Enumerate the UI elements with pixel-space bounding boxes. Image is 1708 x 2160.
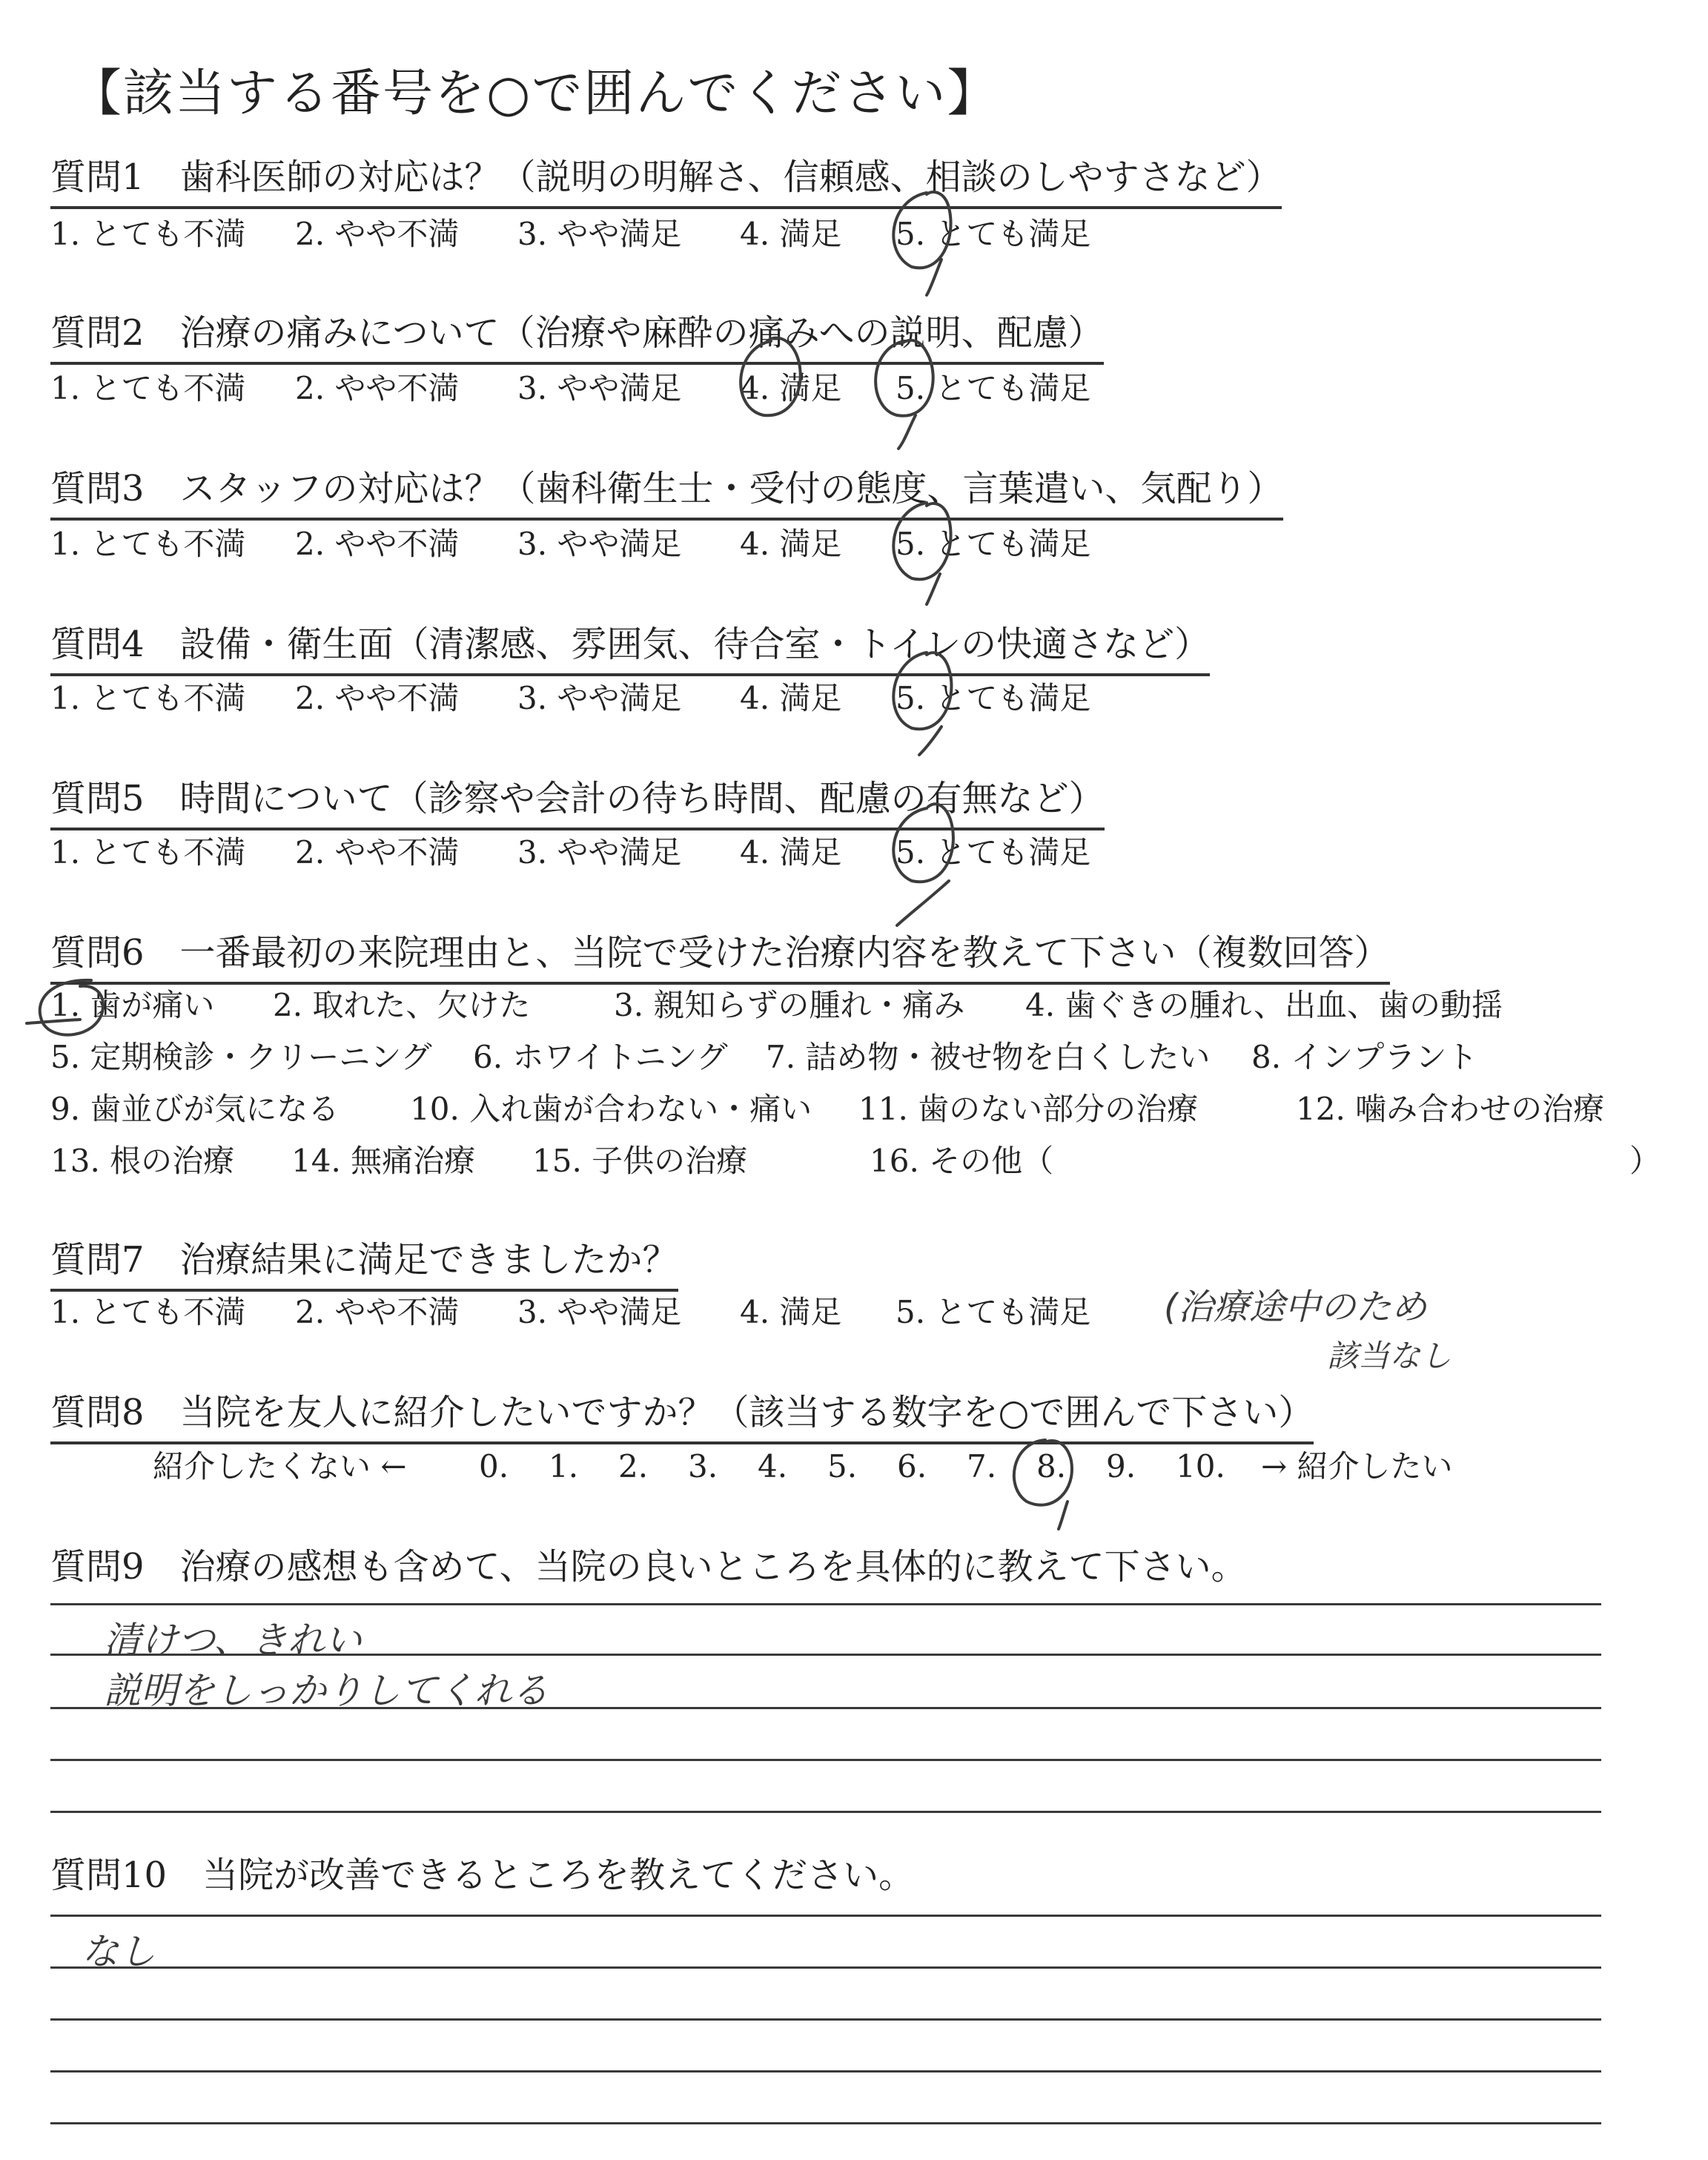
q8-num-7[interactable]: 7. [967, 1448, 997, 1484]
q9-answer-line-4 [50, 1759, 1601, 1761]
q1-handwritten-circle [875, 185, 979, 297]
question-8-heading: 質問8 当院を友人に紹介したいですか？（該当する数字を○で囲んで下さい） [50, 1388, 1314, 1444]
q3-option-1[interactable]: 1. とても不満 [50, 526, 246, 562]
q6-option-14[interactable]: 14. 無痛治療 [291, 1143, 476, 1179]
q4-option-2[interactable]: 2. やや不満 [295, 680, 460, 716]
q6-option-16[interactable]: 16. その他（ [870, 1143, 1054, 1179]
q2-option-4[interactable]: 4. 満足 [740, 370, 842, 406]
q10-answer-line-5 [50, 2122, 1601, 2124]
q8-num-4[interactable]: 4. [758, 1448, 788, 1484]
q6-option-15[interactable]: 15. 子供の治療 [532, 1143, 748, 1179]
q6-option-1[interactable]: 1. 歯が痛い [50, 987, 215, 1023]
q2-option-5[interactable]: 5. とても満足 [896, 370, 1091, 406]
q4-option-3[interactable]: 3. やや満足 [517, 680, 682, 716]
q8-num-1[interactable]: 1. [549, 1448, 579, 1484]
question-7-heading: 質問7 治療結果に満足できましたか？ [50, 1235, 678, 1292]
q6-option-4[interactable]: 4. 歯ぐきの腫れ、出血、歯の動揺 [1025, 987, 1503, 1023]
q6-option-5[interactable]: 5. 定期検診・クリーニング [50, 1039, 432, 1075]
page-title: 【該当する番号を○で囲んでください】 [71, 65, 999, 123]
q7-option-5[interactable]: 5. とても満足 [896, 1294, 1091, 1330]
q5-option-2[interactable]: 2. やや不満 [295, 834, 460, 871]
q5-option-4[interactable]: 4. 満足 [740, 834, 842, 871]
q9-answer-line-5 [50, 1811, 1601, 1813]
q8-num-2[interactable]: 2. [618, 1448, 649, 1484]
question-1-heading: 質問1 歯科医師の対応は？（説明の明解さ、信頼感、相談のしやすさなど） [50, 153, 1282, 209]
question-6-row-3 [50, 1087, 1604, 1132]
q5-option-3[interactable]: 3. やや満足 [517, 834, 682, 871]
q6-option-3[interactable]: 3. 親知らずの腫れ・痛み [614, 987, 965, 1023]
q4-handwritten-circle [875, 645, 979, 756]
question-6-heading: 質問6 一番最初の来院理由と、当院で受けた治療内容を教えて下さい（複数回答） [50, 928, 1390, 985]
q10-handwritten-answer-1: なし [82, 1930, 156, 1973]
question-5-heading: 質問5 時間について（診察や会計の待ち時間、配慮の有無など） [50, 774, 1105, 830]
question-6-row-2 [50, 1035, 1477, 1080]
q8-left-label: 紹介したくない ← [153, 1448, 407, 1484]
q6-option-13[interactable]: 13. 根の治療 [50, 1143, 235, 1179]
q2-option-2[interactable]: 2. やや不満 [295, 370, 460, 406]
q8-num-8[interactable]: 8. [1036, 1448, 1067, 1484]
q6-option-12[interactable]: 12. 噛み合わせの治療 [1296, 1091, 1605, 1127]
q5-option-1[interactable]: 1. とても不満 [50, 834, 246, 871]
q7-option-3[interactable]: 3. やや満足 [517, 1294, 682, 1330]
q8-num-3[interactable]: 3. [688, 1448, 718, 1484]
q3-option-3[interactable]: 3. やや満足 [517, 526, 682, 562]
q4-option-5[interactable]: 5. とても満足 [896, 680, 1091, 716]
q6-option-7[interactable]: 7. 詰め物・被せ物を白くしたい [766, 1039, 1211, 1075]
q1-option-3[interactable]: 3. やや満足 [517, 216, 682, 252]
question-9-heading: 質問9 治療の感想も含めて、当院の良いところを具体的に教えて下さい。 [50, 1546, 1247, 1588]
q10-answer-line-2 [50, 1966, 1601, 1969]
question-2-heading: 質問2 治療の痛みについて（治療や麻酔の痛みへの説明、配慮） [50, 308, 1104, 365]
q10-answer-line-4 [50, 2070, 1601, 2073]
q7-option-4[interactable]: 4. 満足 [740, 1294, 842, 1330]
q9-handwritten-answer-1: 清けつ、きれい [104, 1619, 362, 1662]
q2-option-3[interactable]: 3. やや満足 [517, 370, 682, 406]
q8-num-9[interactable]: 9. [1106, 1448, 1136, 1484]
question-8-scale [153, 1444, 1453, 1489]
question-6-row-4 [50, 1139, 1661, 1183]
question-4-heading: 質問4 設備・衛生面（清潔感、雰囲気、待合室・トイレの快適さなど） [50, 620, 1210, 676]
q8-num-0[interactable]: 0. [479, 1448, 509, 1484]
q3-option-4[interactable]: 4. 満足 [740, 526, 842, 562]
question-6-row-1 [50, 983, 1503, 1028]
q6-option-6[interactable]: 6. ホワイトニング [473, 1039, 728, 1075]
q10-answer-line-1 [50, 1915, 1601, 1917]
q3-option-5[interactable]: 5. とても満足 [896, 526, 1091, 562]
q4-option-1[interactable]: 1. とても不満 [50, 680, 246, 716]
q4-option-4[interactable]: 4. 満足 [740, 680, 842, 716]
q10-answer-line-3 [50, 2018, 1601, 2021]
question-3-heading: 質問3 スタッフの対応は？（歯科衛生士・受付の態度、言葉遣い、気配り） [50, 464, 1283, 521]
q3-option-2[interactable]: 2. やや不満 [295, 526, 460, 562]
q9-answer-line-1 [50, 1603, 1601, 1605]
q7-handwritten-note-line-1: (治療途中のため [1164, 1287, 1427, 1328]
question-7-options [50, 1290, 1090, 1335]
q8-handwritten-circle [993, 1431, 1090, 1535]
q6-option-8[interactable]: 8. インプラント [1251, 1039, 1478, 1075]
question-10-heading: 質問10 当院が改善できるところを教えてください。 [50, 1855, 915, 1896]
q6-handwritten-circle [21, 971, 117, 1053]
q5-option-5[interactable]: 5. とても満足 [896, 834, 1091, 871]
q6-other-close-paren: ） [1629, 1143, 1661, 1179]
q2-option-1[interactable]: 1. とても不満 [50, 370, 246, 406]
q1-option-5[interactable]: 5. とても満足 [896, 216, 1091, 252]
q6-option-10[interactable]: 10. 入れ歯が合わない・痛い [410, 1091, 812, 1127]
q6-option-9[interactable]: 9. 歯並びが気になる [50, 1091, 340, 1127]
q7-handwritten-note-line-2: 該当なし [1327, 1338, 1452, 1374]
q1-option-1[interactable]: 1. とても不満 [50, 216, 246, 252]
q1-option-2[interactable]: 2. やや不満 [295, 216, 460, 252]
q7-option-1[interactable]: 1. とても不満 [50, 1294, 246, 1330]
q8-right-label: → 紹介したい [1261, 1448, 1453, 1484]
q1-option-4[interactable]: 4. 満足 [740, 216, 842, 252]
q5-handwritten-circle [875, 793, 993, 927]
q6-option-11[interactable]: 11. 歯のない部分の治療 [858, 1091, 1199, 1127]
q6-option-2[interactable]: 2. 取れた、欠けた [273, 987, 531, 1023]
q2-handwritten-circles [726, 326, 979, 452]
q9-handwritten-answer-2: 説明をしっかりしてくれる [104, 1669, 549, 1712]
q8-num-5[interactable]: 5. [827, 1448, 858, 1484]
q3-handwritten-circle [875, 497, 979, 608]
q8-num-10[interactable]: 10. [1176, 1448, 1225, 1484]
q7-option-2[interactable]: 2. やや不満 [295, 1294, 460, 1330]
q8-num-6[interactable]: 6. [897, 1448, 927, 1484]
